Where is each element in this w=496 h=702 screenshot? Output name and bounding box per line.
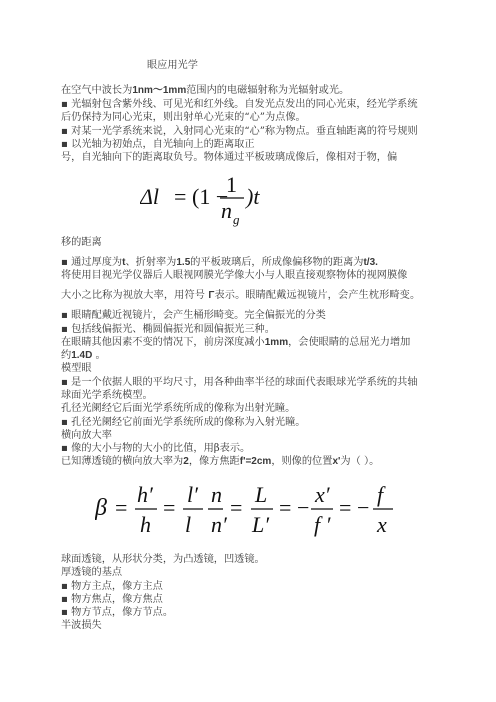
svg-text:=: = (115, 495, 128, 520)
bullet-line: ▪ 孔径光阑经它前面光学系统所成的像称为入射光瞳。 (61, 417, 306, 428)
svg-text:n: n (211, 482, 222, 507)
svg-text:l: l (185, 512, 192, 537)
text-line: 已知薄透镜的横向放大率为2，像方焦距f'=2cm，则像的位置x'为（ ）。 (61, 456, 380, 467)
equation-path-shift (140, 168, 290, 228)
equation-lateral-magnification (95, 478, 395, 542)
bullet-line: ▪ 以光轴为初始点，自光轴向上的距离取正 (61, 139, 255, 150)
svg-text:h: h (140, 512, 151, 537)
eq2-beta: β (95, 495, 107, 521)
svg-text:=: = (279, 495, 292, 520)
bullet-line: ▪ 通过厚度为t、折射率为1.5的平板玻璃后，所成像偏移物的距离为t/3. (61, 257, 378, 268)
svg-text:=: = (230, 495, 243, 520)
section-heading: 模型眼 (61, 363, 92, 374)
bullet-line: ▪ 物方焦点，像方焦点 (61, 594, 163, 605)
section-heading: 横向放大率 (61, 430, 112, 441)
svg-text:l′: l′ (187, 482, 198, 507)
bullet-line: ▪ 眼睛配戴近视镜片，会产生桶形畸变。完全偏振光的分类 (61, 310, 326, 321)
eq1-open: (1 − (192, 184, 229, 209)
text-line: 孔径光阑经它后面光学系统所成的像称为出射光瞳。 (61, 403, 296, 414)
eq1-g: g (233, 212, 240, 227)
svg-text:f: f (377, 482, 384, 507)
text-line: 大小之比称为视放大率，用符号 Γ表示。眼睛配戴远视镜片，会产生枕形畸变。 (61, 290, 421, 301)
svg-text:x: x (377, 512, 387, 537)
bullet-line: ▪ 物方主点，像方主点 (61, 581, 163, 592)
svg-text:=: = (163, 495, 176, 520)
text-line: 号，自光轴向下的距离取负号。物体通过平板玻璃成像后，像相对于物，偏 (61, 152, 398, 163)
svg-text:f ′: f ′ (314, 512, 331, 537)
text-line: 将使用目视光学仪器后人眼视网膜光学像大小与人眼直接观察物体的视网膜像 (61, 270, 408, 281)
bullet-line: ▪ 物方节点，像方节点。 (61, 607, 174, 618)
svg-text:n′: n′ (211, 512, 227, 537)
eq1-equals: = (174, 184, 187, 209)
bullet-line: ▪ 光辐射包含紫外线、可见光和红外线。自发光点发出的同心光束，经光学系统 (61, 99, 418, 110)
eq1-delta-l: Δl (140, 184, 160, 209)
svg-text:=: = (339, 495, 352, 520)
section-heading: 半波损失 (61, 620, 102, 631)
bullet-line: ▪ 对某一光学系统来说，入射同心光束的“心”称为物点。垂直轴距离的符号规则 (61, 126, 418, 137)
page-title: 眼应用光学 (147, 60, 198, 71)
bullet-line: ▪ 包括线偏振光、椭圆偏振光和圆偏振光三种。 (61, 324, 275, 335)
section-heading: 厚透镜的基点 (61, 567, 123, 578)
text-line: 约1.4D 。 (61, 350, 106, 361)
text-line: 后仍保持为同心光束，则出射单心光束的“心”为点像。 (61, 112, 306, 123)
text-line: 在眼睛其他因素不变的情况下，前房深度减小1mm，会使眼睛的总屈光力增加 (61, 337, 411, 348)
svg-text:−: − (357, 495, 370, 520)
svg-text:L: L (255, 482, 268, 507)
eq1-close-t: )t (246, 184, 260, 209)
svg-text:−: − (297, 495, 310, 520)
paragraph: 在空气中波长为1nm～1mm范围内的电磁辐射称为光辐射或光。 (61, 85, 350, 96)
text-line: 球面透镜，从形状分类，为凸透镜，凹透镜。 (61, 554, 265, 565)
eq1-n: n (221, 198, 232, 223)
svg-text:x′: x′ (315, 482, 330, 507)
eq1-numerator: 1 (226, 172, 237, 197)
svg-text:h′: h′ (137, 482, 153, 507)
bullet-line: ▪ 像的大小与物的大小的比值，用β表示。 (61, 443, 251, 454)
bullet-line: ▪ 是一个依据人眼的平均尺寸，用各种曲率半径的球面代表眼球光学系统的共轴 (61, 377, 418, 388)
text-line: 移的距离 (61, 237, 102, 248)
text-line: 球面光学系统模型。 (61, 390, 153, 401)
svg-text:L′: L′ (252, 512, 270, 537)
